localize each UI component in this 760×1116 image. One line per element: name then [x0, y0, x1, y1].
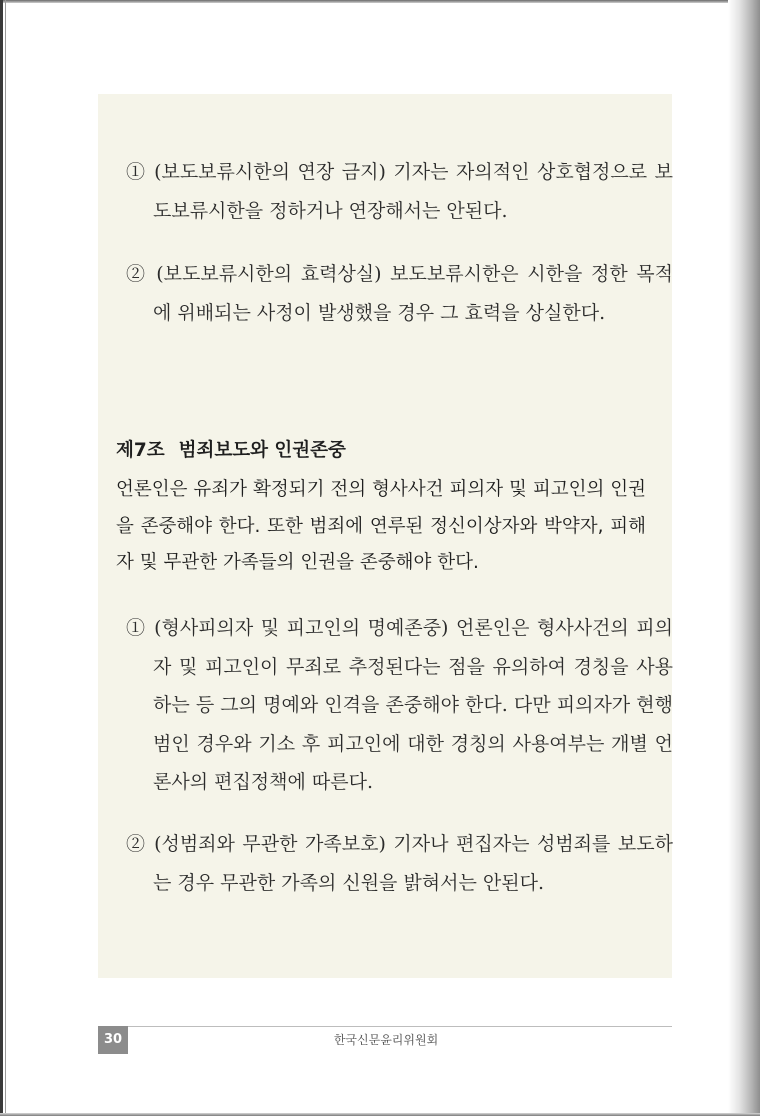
page-number-badge: 30	[98, 1026, 128, 1054]
footer-divider	[98, 1026, 672, 1027]
article-number: 제7조	[116, 440, 165, 461]
page-binding-edge	[0, 0, 3, 1116]
footer-publisher: 한국신문윤리위원회	[333, 1033, 439, 1047]
clause-text: (성범죄와 무관한 가족보호) 기자나 편집자는 성범죄를 보도하는 경우 무관한 가족의 신원을 밝혀서는 안된다.	[153, 833, 673, 894]
clause-text: (보도보류시한의 효력상실) 보도보류시한은 시한을 정한 목적에 위배되는 사정이 발생했을 경우 그 효력을 상실한다.	[153, 263, 673, 324]
clause-item	[126, 255, 673, 332]
clause-marker: ①	[126, 161, 147, 183]
clause-text: (형사피의자 및 피고인의 명예존중) 언론인은 형사사건의 피의자 및 피고인이 무죄로 추정된다는 점을 유의하여 경칭을 사용하는 등 그의 명예와 인격을 존중해야 한다. 다만 피의자가 현행범인 경우와 기소 후 피고인에 대한 경칭의 사용여부는 개별 언론사의 편집정책에 따른다.	[153, 617, 673, 793]
page-binding-line	[5, 0, 6, 1116]
clause-text: (보도보류시한의 연장 금지) 기자는 자의적인 상호협정으로 보도보류시한을 정하거나 연장해서는 안된다.	[153, 161, 673, 222]
article-heading	[116, 436, 346, 466]
clause-marker: ①	[126, 617, 147, 639]
content-panel	[98, 94, 672, 978]
clause-marker: ②	[126, 263, 148, 285]
page-top-edge	[0, 0, 760, 3]
article-title: 범죄보도와 인권존중	[178, 440, 346, 461]
clause-item	[126, 825, 673, 902]
clause-item	[126, 609, 673, 802]
clause-item	[126, 153, 673, 230]
clause-marker: ②	[126, 833, 147, 855]
page-right-shadow	[728, 0, 760, 1116]
article-body: 언론인은 유죄가 확정되기 전의 형사사건 피의자 및 피고인의 인권을 존중해야 한다. 또한 범죄에 연루된 정신이상자와 박약자, 피해자 및 무관한 가족들의 인권을 존중해야 한다.	[116, 479, 646, 573]
